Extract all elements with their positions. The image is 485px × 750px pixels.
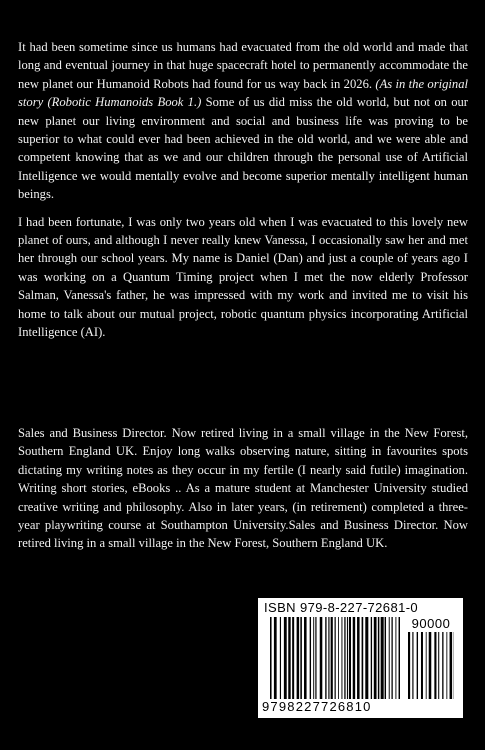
barcode-bar [365,617,368,699]
barcode-bar [274,617,277,699]
barcode-bar [280,617,281,699]
barcode-bar [353,617,355,699]
barcode-bar [344,617,345,699]
barcode-bar [331,617,333,699]
barcode-bar [450,632,453,699]
barcode-bar [292,617,294,699]
barcode-bar [438,632,439,699]
blurb-paragraph-2: I had been fortunate, I was only two years old when I was evacuated to this lovely new planet of ours, and although I never really knew Vanessa, I occasionally saw her and met her through our school years. My name is Daniel (Dan) and just a couple of years ago I was working on a Quantum Timing project when I met the now elderly Professor Salman, Vanessa's father, he was impressed with my work and invited me to visit his home to talk about our mutual project, robotic quantum physics incorporating Artificial Intelligence (AI). [18,214,468,340]
author-bio-text: Sales and Business Director. Now retired living in a small village in the New Forest, Southern England UK. Enjoy long walks observing nature, sitting in favourites spots dictating my writing notes as they occur in my fertile (I nearly said futile) imagination. Writing short stories, eBooks .. As a mature student at Manchester University studied creative writing and philosophy. Also in later years, (in retirement) completed a three-year playwriting course at Southampton University.Sales and Business Director. Now retired living in a small village in the New Forest, Southern England UK. [18,426,468,551]
barcode-bar [381,617,384,699]
barcode-bar [284,617,287,699]
book-blurb [18,38,468,351]
barcode-bar [417,632,418,699]
barcode-bar [399,617,400,699]
barcode-bar [434,632,436,699]
barcode-bars [270,617,400,699]
barcode-bar [426,632,427,699]
barcode-bar [349,617,351,699]
barcode-bar [341,617,342,699]
barcode-bar [338,617,339,699]
addon-barcode-bars [408,632,454,699]
barcode-bar [446,632,447,699]
barcode-bar [391,617,392,699]
barcode-bar [297,617,300,699]
barcode-digits: 9798227726810 [262,699,372,714]
barcode-bar [304,617,307,699]
price-addon-digits: 90000 [411,616,451,631]
isbn-barcode [258,598,463,718]
barcode-bar [270,617,272,699]
barcode-bar [371,617,372,699]
barcode-bar [362,617,364,699]
blurb-p1-text-b: Some of us did miss the old world, but not on our new planet our living environment and social and business life was proving to be superior to what could ever had been achieved in the old world, and we were able and competent knowing that as we and our children through the personal use of Artificial Intelligence we would mentally evolve and become superior mentally intelligent human beings. [18,95,468,202]
blurb-paragraph-1 [18,38,468,204]
barcode-bar [408,632,410,699]
barcode-bar [412,632,413,699]
barcode-bar [315,617,316,699]
barcode-bar [325,617,326,699]
barcode-bar [442,632,443,699]
isbn-label: ISBN 979-8-227-72681-0 [264,600,419,615]
barcode-bar [313,617,314,699]
barcode-bar [320,617,323,699]
barcode-bar [288,617,290,699]
barcode-bar [389,617,390,699]
barcode-bar [421,632,423,699]
blurb-p1-italic: (As in the original story (Robotic Humanoids Book 1.) [18,76,468,110]
barcode-bar [395,617,396,699]
barcode-bar [374,617,377,699]
blurb-p1-text-a: It had been sometime since us humans had evacuated from the old world and made that long and eventual journey in that huge spacecraft hotel to permanently accommodate the new planet our Humanoid Robots had found for us way back in 2026. [18,40,468,91]
barcode-bar [378,617,379,699]
barcode-bar [335,617,336,699]
barcode-bar [310,617,311,699]
barcode-bar [300,617,302,699]
barcode-bar [347,617,348,699]
barcode-bar [357,617,360,699]
author-bio [18,424,468,553]
barcode-bar [328,617,329,699]
barcode-bar [429,632,432,699]
barcode-bar [385,617,386,699]
